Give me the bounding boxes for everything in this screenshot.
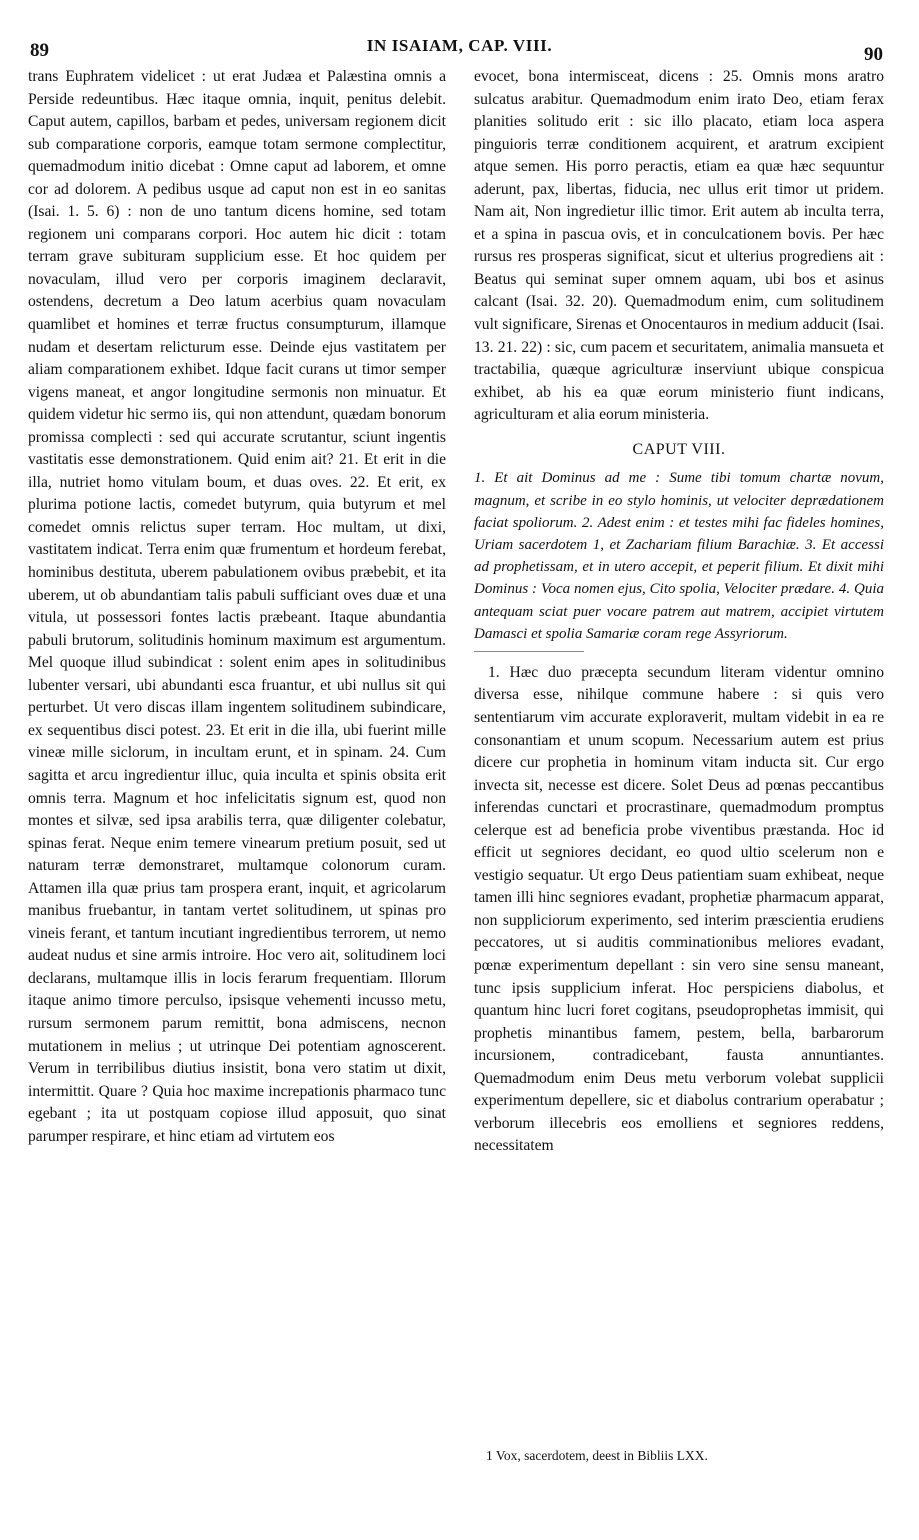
running-header [0, 36, 919, 66]
running-title: IN ISAIAM, CAP. VIII. [366, 36, 553, 55]
right-column-text-top: evocet, bona intermisceat, dicens : 25. Omnis mons aratro sulcatus arabitur. Quemadmodum enim irato Deo, etiam ferax planities solitudo erit : sic illo placato, etiam loca aspera pinguioris terræ conditionem acquirent, et aratrum excipient atque semen. His porro peractis, etiam ea quæ hæc sequuntur aderunt, pax, libertas, fiducia, nec ullus erit timor ut pridem. Nam ait, Non ingredietur illic timor. Erit autem ab inculta terra, et a spina in pascua ovis, et in conculcationem bovis. Per hæc rursus res prosperas significat, sicut et ulterius progrediens ait : Beatus qui seminat super omnem aquam, ubi bos et asinus calcant (Isai. 32. 20). Quemadmodum enim, cum solitudinem vult significare, Sirenas et Onocentauros in medium adducit (Isai. 13. 21. 22) : sic, cum pacem et securitatem, animalia mansueta et tractabilia, quæque agriculturæ inserviunt ubique conspicua exhibet, ab his ea quæ eorum ministerio fiunt indicans, agriculturam et alia eorum ministeria. [474, 68, 884, 424]
left-column-text: trans Euphratem videlicet : ut erat Judæa et Palæstina omnis a Perside redeuntibus. Hæc itaque omnia, inquit, penitus delebit. Caput autem, capillos, barbam et pedes, universam regionem dicit sub comparatione corporis, eamque totam sermone complectitur, quemadmodum initio dicebat : Omne caput ad laborem, et omne cor ad dolorem. A pedibus usque ad caput non est in eo sanitas (Isai. 1. 5. 6) : non de uno tantum dicens homine, sed totam regionem uni comparans corpori. Hoc autem hic dicit : totam terram grave subituram supplicium esse. Et hoc quidem per novaculam, illud vero per corporis imaginem declaravit, ostendens, decretum a Deo latum acerbius quam novaculam quamlibet et homines et terræ fructus consumpturum, illamque nudam et desertam relicturum esse. Deinde ejus vastitatem per aliam comparationem exhibet. Idque facit curans ut timor semper vigens maneat, et angor longitudine sermonis non minuatur. Et quidem videtur hic sermo iis, qui non attendunt, quædam bonorum promissa complecti : sed qui accurate scrutantur, sciunt ingentis vastitatis esse demonstrationem. Quid enim ait? 21. Et erit in die illa, nutriet homo vitulam boum, et duas oves. 22. Et erit, ex plurima potione lactis, comedet butyrum, quia butyrum et mel comedet omnis relictus super terram. Hoc multam, ut dixi, vastitatem indicat. Terra enim quæ frumentum et hordeum ferebat, hominibus destituta, uberem pabulationem ovibus præbebit, et ita uberem, ut ob abundantiam talis pabuli sufficiant oves duæ et una vitula, ut possessori fontes lactis præbeant. Itaque abundantia pabuli brutorum, solitudinis hominum maximum est argumentum. Mel quoque illud subindicat : solent enim apes in solitudinibus lubenter versari, ubi abundanti esca fruantur, et ubi nullus sit qui perturbet. Ut vero discas illam ingentem solitudinem subindicare, ex sequentibus disci potest. 23. Et erit in die illa, ubi fuerint mille vineæ mille siclorum, in incultam erunt, et in spinam. 24. Cum sagitta et arcu ingredientur illuc, quia inculta et spinis obsita erit omnis terra. Magnum et hoc infelicitatis signum est, quod non montes et silvæ, sed ipsa arabilis terra, quæ diligenter colebatur, spinas ferat. Neque enim temere vinearum pretium posuit, sed ut naturam terræ demonstraret, multamque colonorum curam. Attamen illa quæ prius tam prospera erant, inquit, et agricolarum manibus fruebantur, in tantam vertet solitudinem, ut spinas pro vineis ferant, et tantum incutiant ingredientibus terrorem, ut nemo audeat nudus et sine armis introire. Hoc vero ait, solitudinem loci declarans, multamque illis in locis ferarum frequentiam. Illorum itaque animo timore perculso, ipsisque vehementi incusso metu, rursum sermonem parum remittit, bona admiscens, necnon mutationem in melius ; ut utrinque Dei potentiam agnoscerent. Verum in terribilibus diutius insistit, bona vero statim ut dixit, intermittit. Quare ? Quia hoc maxime increpationis pharmaco tunc egebant ; ita ut postquam copiose illud apposuit, quo sinat parumper respirare, et hinc etiam ad virtutem eos [28, 68, 446, 1145]
chapter-heading: CAPUT VIII. [632, 440, 726, 458]
page-number-left: 89 [30, 40, 49, 61]
commentary-text: 1. Hæc duo præcepta secundum literam videntur omnino diversa esse, nihilque commune habere : si quis vero sententiarum vim accurate exploraverit, multam videbit in ea re consonantiam et unum scopum. Necessarium autem est prius dicere cur prophetia in hominum vitam inducta sit. Cur ergo invecta sit, necesse est dicere. Solet Deus ad pœnas peccantibus inferendas cunctari et procrastinare, quemadmodum promptus celerque est ad beneficia probe viventibus præstanda. Hoc id efficit ut segniores decidant, eo quod ultio scelerum non e vestigio sequatur. Ut ergo Deus patientiam suam exhibeat, neque tamen illi hinc segniores evadant, prophetiæ pharmacum apparat, non suppliciorum experimento, sed interim præscientia erudiens peccatores, ut si auditis comminationibus meliores evadant, pœnæ experimentum depellant : sin vero sine sensu maneant, tunc ipsis supplicium inferat. Hoc perspiciens diabolus, et quantum hinc lucri foret cogitans, pseudoprophetas immisit, qui prophetis minantibus famem, pestem, bella, barbarorum incursionem, contradicebant, fausta annuntiantes. Quemadmodum enim Deus metu verborum volebat supplicii experimentum depellere, sic et diabolus contrarium operabatur ; verborum illecebris eos emolliens et segniores reddens, necessitatem [474, 663, 884, 1155]
verse-divider [474, 651, 584, 652]
page-number-right: 90 [864, 44, 883, 65]
chapter-verses: 1. Et ait Dominus ad me : Sume tibi tomum chartæ novum, magnum, et scribe in eo stylo hominis, ut velociter deprædationem faciat spoliorum. 2. Adest enim : et testes mihi fac fideles homines, Uriam sacerdotem 1, et Zachariam filium Barachiæ. 3. Et accessi ad prophetissam, et in utero accepit, et peperit filium. Et dixit mihi Dominus : Voca nomen ejus, Cito spolia, Velociter prædare. 4. Quia antequam sciat puer vocare patrem aut matrem, accipiet virtutem Damasci et spolia Samariæ coram rege Assyriorum. [474, 470, 884, 642]
left-column [28, 66, 446, 1148]
right-column [474, 66, 884, 1158]
footnote: 1 Vox, sacerdotem, deest in Bibliis LXX. [486, 1448, 708, 1463]
